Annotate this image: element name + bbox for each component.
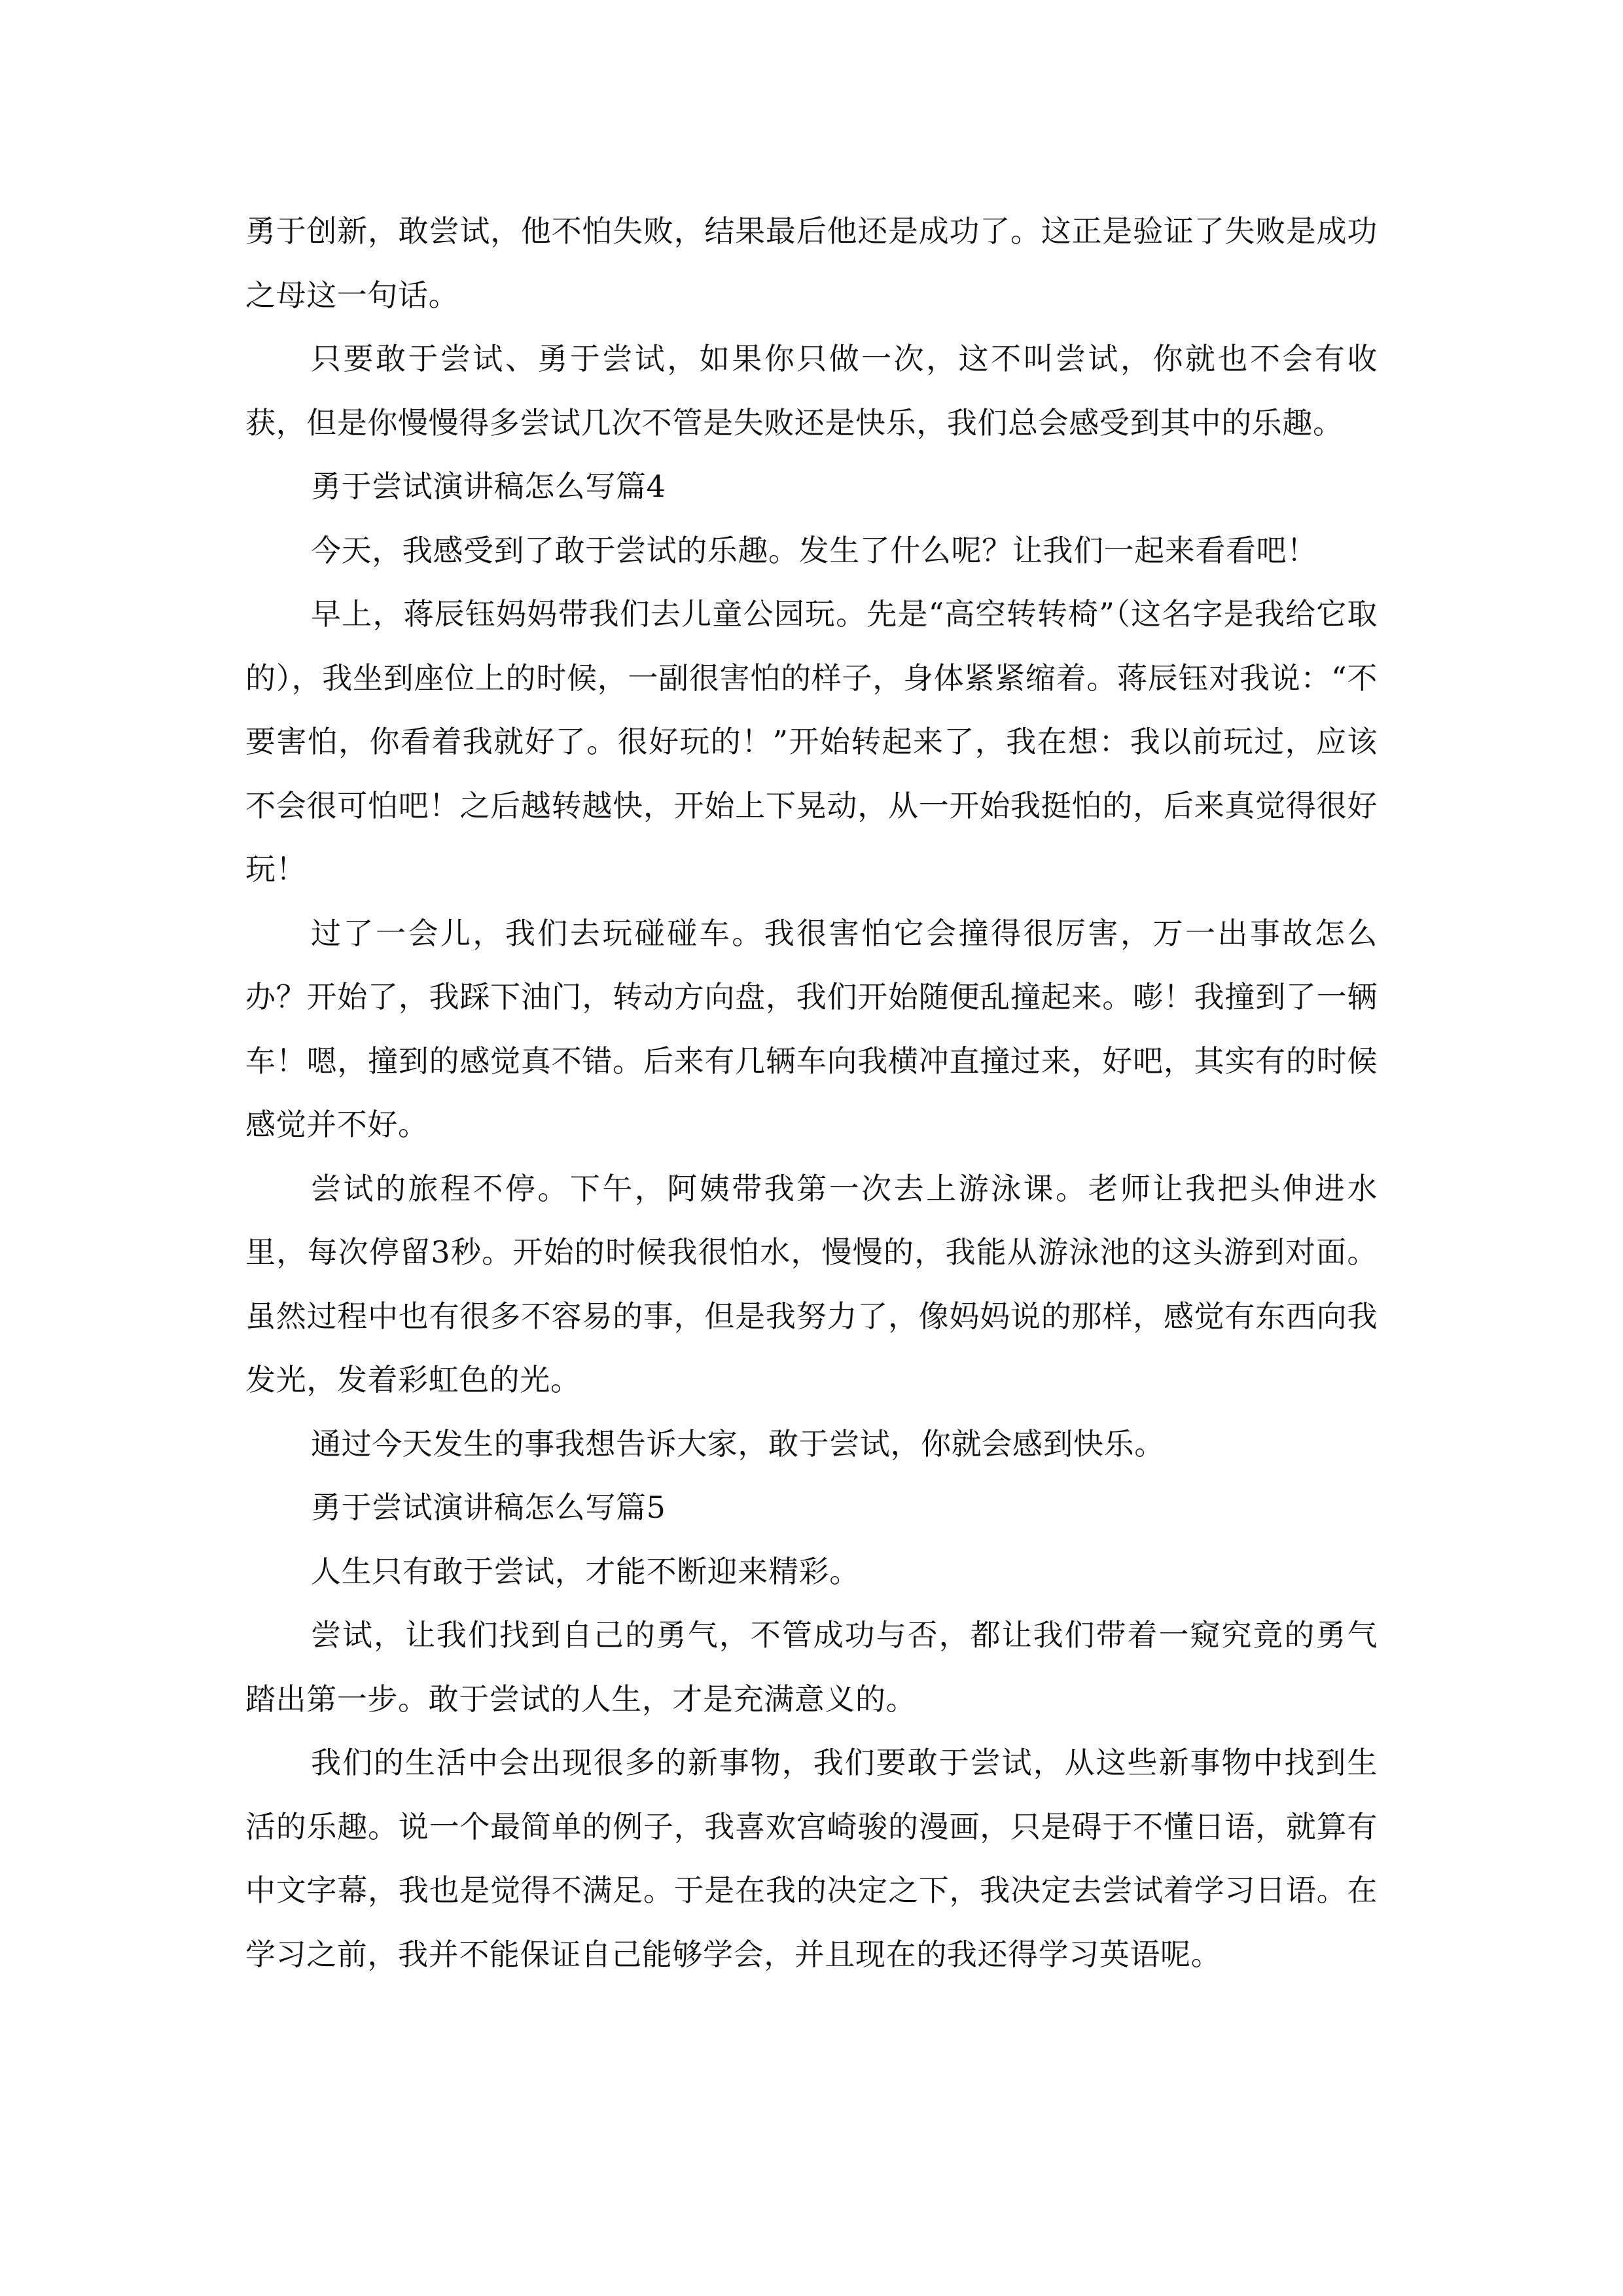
paragraph-5: 过了一会儿，我们去玩碰碰车。我很害怕它会撞得很厉害，万一出事故怎么办？开始了，我踩下油门，转动方向盘，我们开始随便乱撞起来。嘭！我撞到了一辆车！嗯，撞到的感觉真不错。后来有几辆车向我横冲直撞过来，好吧，其实有的时候感觉并不好。: [245, 915, 1378, 1142]
paragraph-10: 我们的生活中会出现很多的新事物，我们要敢于尝试，从这些新事物中找到生活的乐趣。说一个最简单的例子，我喜欢宫崎骏的漫画，只是碍于不懂日语，就算有中文字幕，我也是觉得不满足。于是在我的决定之下，我决定去尝试着学习日语。在学习之前，我并不能保证自己能够学会，并且现在的我还得学习英语呢。: [245, 1745, 1378, 1972]
paragraph-3: 今天，我感受到了敢于尝试的乐趣。发生了什么呢？让我们一起来看看吧！: [311, 532, 1317, 568]
paragraph-6: 尝试的旅程不停。下午，阿姨带我第一次去上游泳课。老师让我把头伸进水里，每次停留3秒。开始的时候我很怕水，慢慢的，我能从游泳池的这头游到对面。虽然过程中也有很多不容易的事，但是我努力了，像妈妈说的那样，感觉有东西向我发光，发着彩虹色的光。: [245, 1170, 1378, 1397]
paragraph-7: 通过今天发生的事我想告诉大家，敢于尝试，你就会感到快乐。: [311, 1426, 1165, 1462]
section-heading-5: 勇于尝试演讲稿怎么写篇5: [311, 1490, 666, 1525]
section-heading-4: 勇于尝试演讲稿怎么写篇4: [311, 469, 666, 504]
paragraph-9: 尝试，让我们找到自己的勇气，不管成功与否，都让我们带着一窥究竟的勇气踏出第一步。敢于尝试的人生，才是充满意义的。: [245, 1617, 1378, 1717]
document-body: [245, 200, 1378, 1986]
paragraph-8: 人生只有敢于尝试，才能不断迎来精彩。: [311, 1553, 860, 1589]
paragraph-2: 只要敢于尝试、勇于尝试，如果你只做一次，这不叫尝试，你就也不会有收获，但是你慢慢得多尝试几次不管是失败还是快乐，我们总会感受到其中的乐趣。: [245, 341, 1378, 440]
paragraph-4: 早上，蒋辰钰妈妈带我们去儿童公园玩。先是“高空转转椅”（这名字是我给它取的），我坐到座位上的时候，一副很害怕的样子，身体紧紧缩着。蒋辰钰对我说：“不要害怕，你看着我就好了。很好玩的！”开始转起来了，我在想：我以前玩过，应该不会很可怕吧！之后越转越快，开始上下晃动，从一开始我挺怕的，后来真觉得很好玩！: [245, 596, 1378, 887]
paragraph-1: 勇于创新，敢尝试，他不怕失败，结果最后他还是成功了。这正是验证了失败是成功之母这一句话。: [245, 213, 1378, 313]
